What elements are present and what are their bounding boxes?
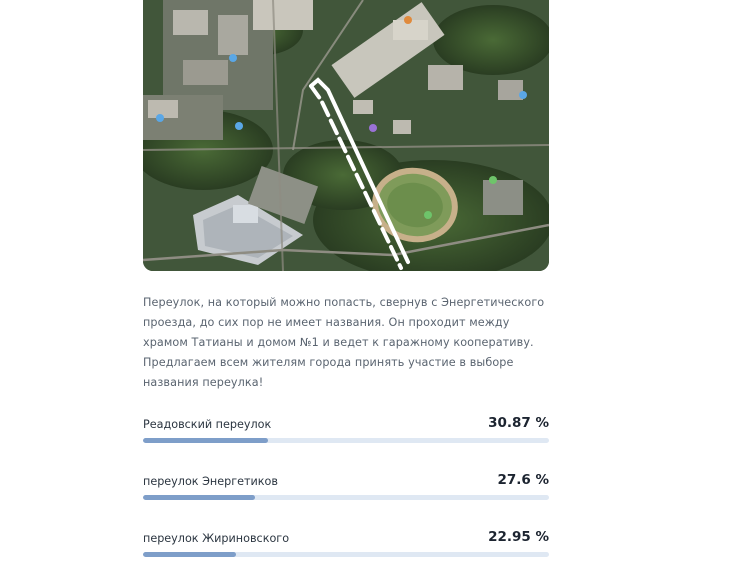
poll-option-bar — [143, 438, 549, 443]
poll-option-bar-fill — [143, 495, 255, 500]
satellite-map-image — [143, 0, 549, 271]
poll-option-label: Реадовский переулок — [143, 418, 272, 431]
article-description: Переулок, на который можно попасть, свернув с Энергетического проезда, до сих пор не имеет названия. Он проходит между храмом Татианы и домом №1 и ведет к гаражному кооперативу. Предлагаем всем жителям города принять участие в выборе названия переулка! — [143, 296, 545, 389]
poll-option-percent: 27.6 % — [497, 472, 549, 488]
poll-option-percent: 22.95 % — [488, 529, 549, 545]
poll-option-percent: 30.87 % — [488, 415, 549, 431]
poll-option-bar — [143, 495, 549, 500]
map-graphic — [143, 0, 549, 271]
poll-option-bar-fill — [143, 552, 236, 557]
poll-option-label: переулок Жириновского — [143, 532, 290, 545]
poll-results — [143, 411, 549, 582]
poll-option[interactable] — [143, 525, 549, 582]
poll-option-bar-fill — [143, 438, 268, 443]
poll-option[interactable] — [143, 468, 549, 525]
poll-option[interactable] — [143, 411, 549, 468]
poll-option-label: переулок Энергетиков — [143, 475, 278, 488]
poll-option-bar — [143, 552, 549, 557]
article-content — [143, 0, 549, 582]
